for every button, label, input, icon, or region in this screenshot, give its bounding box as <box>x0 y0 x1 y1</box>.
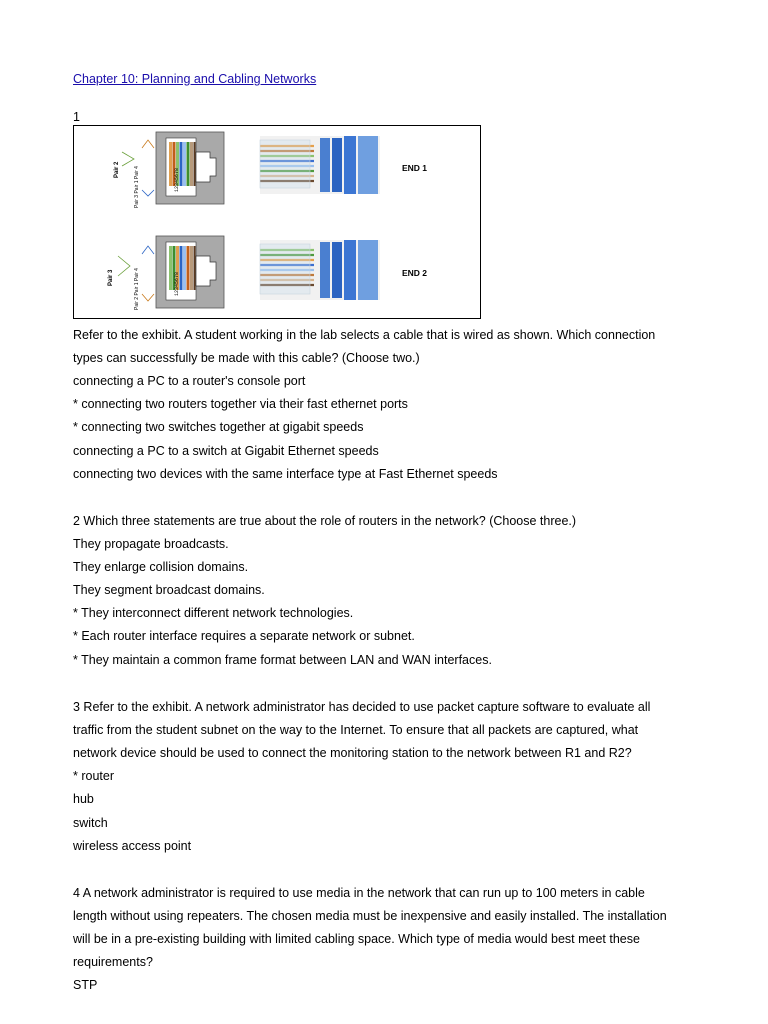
q1-option: connecting a PC to a switch at Gigabit Ethernet speeds <box>73 444 379 458</box>
q4-question: requirements? <box>73 955 153 969</box>
q1-option: connecting a PC to a router's console port <box>73 374 306 388</box>
q3-option: wireless access point <box>73 839 192 853</box>
chapter-title-link[interactable]: Chapter 10: Planning and Cabling Networks <box>73 72 317 86</box>
q4-question: length without using repeaters. The chosen media must be inexpensive and easily installed. The installation <box>73 909 667 923</box>
q2-option: * They interconnect different network technologies. <box>73 606 354 620</box>
q4-question: will be in a pre-existing building with limited cabling space. Which type of media would best meet these <box>73 932 640 946</box>
end1-pair-side-label: Pair 3 Pair 1 Pair 4 <box>134 166 140 208</box>
cable-wiring-exhibit <box>73 125 481 319</box>
q3-question: traffic from the student subnet on the way to the Internet. To ensure that all packets are captured, what <box>73 723 639 737</box>
end2-pair-side-label: Pair 2 Pair 1 Pair 4 <box>134 268 140 310</box>
q3-option: * router <box>73 769 114 783</box>
q1-text-line: Refer to the exhibit. A student working in the lab selects a cable that is wired as shown. Which connection <box>73 328 656 342</box>
end2-pair-main-label: Pair 3 <box>108 269 114 286</box>
q3-question: 3 Refer to the exhibit. A network administrator has decided to use packet capture software to evaluate all <box>73 700 651 714</box>
q1-text-line: types can successfully be made with this cable? (Choose two.) <box>73 351 420 365</box>
q1-option: * connecting two routers together via their fast ethernet ports <box>73 397 408 411</box>
end2-label: END 2 <box>402 268 428 278</box>
q2-question: 2 Which three statements are true about the role of routers in the network? (Choose three.) <box>73 514 577 528</box>
end2-pin-numbers: 12345678 <box>174 271 180 296</box>
end1-pin-numbers: 12345678 <box>174 167 180 192</box>
q2-option: They enlarge collision domains. <box>73 560 249 574</box>
q3-question: network device should be used to connect the monitoring station to the network between R1 and R2? <box>73 746 632 760</box>
q2-option: They segment broadcast domains. <box>73 583 265 597</box>
end1-label: END 1 <box>402 163 428 173</box>
q3-option: hub <box>73 792 94 806</box>
q1-option: * connecting two switches together at gigabit speeds <box>73 420 364 434</box>
end1-jack-diagram <box>114 132 224 208</box>
question-1-number: 1 <box>73 110 80 124</box>
q3-option: switch <box>73 816 108 830</box>
q1-option: connecting two devices with the same interface type at Fast Ethernet speeds <box>73 467 498 481</box>
q4-question: 4 A network administrator is required to use media in the network that can run up to 100 meters in cable <box>73 886 645 900</box>
end2-cable-photo <box>260 240 380 300</box>
end1-cable-photo <box>260 136 380 194</box>
q2-option: * They maintain a common frame format between LAN and WAN interfaces. <box>73 653 492 667</box>
q2-option: * Each router interface requires a separate network or subnet. <box>73 629 415 643</box>
end2-jack-diagram <box>108 236 224 310</box>
exhibit-figure <box>74 126 481 319</box>
q2-option: They propagate broadcasts. <box>73 537 229 551</box>
end1-pair-main-label: Pair 2 <box>114 161 120 178</box>
q4-option: STP <box>73 978 98 992</box>
